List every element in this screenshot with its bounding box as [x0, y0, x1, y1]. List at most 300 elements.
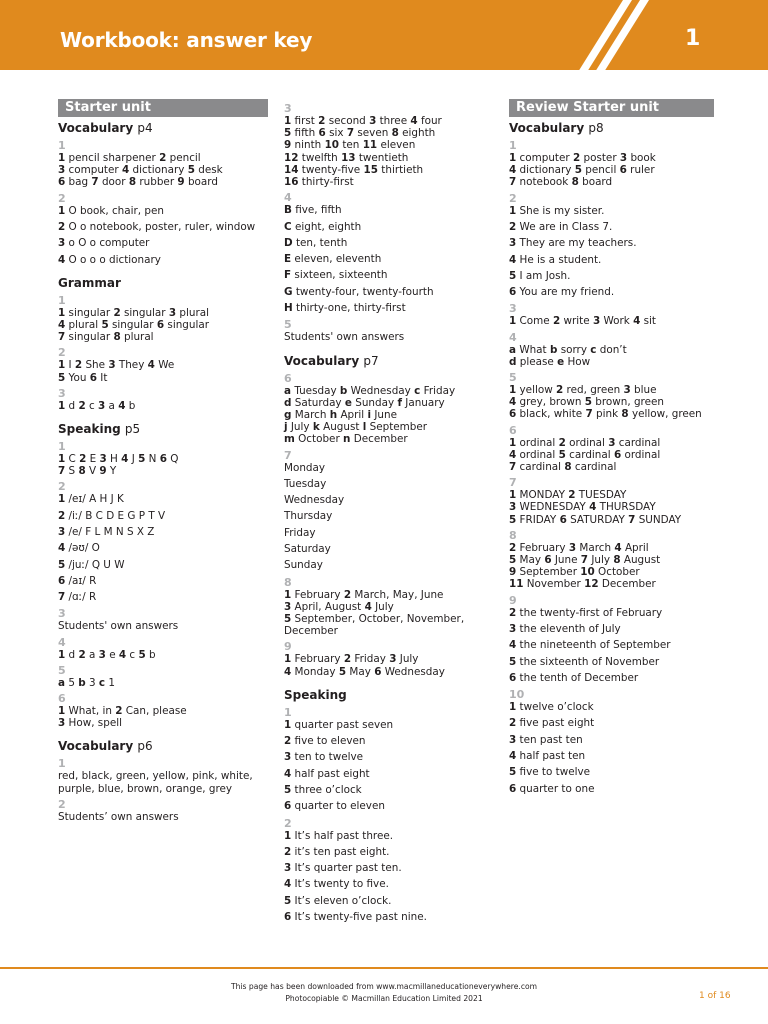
answer-line: [509, 656, 714, 668]
section-heading: [58, 276, 268, 291]
answer-number: 5: [101, 318, 109, 331]
answer-line: [509, 639, 714, 651]
answer-number: 6: [509, 782, 517, 795]
answer-text: September: [516, 566, 581, 579]
exercise-number: 4: [509, 330, 517, 344]
answer-number: a: [509, 343, 517, 356]
answer-number: 5: [509, 554, 517, 567]
answer-text: What, in: [65, 705, 116, 718]
answer-number: 3: [509, 237, 517, 250]
answer-text: ten past ten: [516, 733, 583, 746]
exercise-number: 2: [58, 191, 66, 205]
answer-line: [284, 302, 494, 314]
answer-text: ordinal: [621, 448, 661, 461]
answer-number: 7: [628, 513, 636, 526]
answer-text: eleven, eleventh: [291, 253, 382, 266]
answer-text: eighth: [398, 127, 436, 140]
answer-number: 2: [78, 399, 86, 412]
answer-line: [509, 396, 714, 408]
answer-number: 6: [159, 452, 167, 465]
answer-text: I: [65, 359, 75, 372]
answer-number: f: [397, 396, 402, 409]
answer-number: 4: [509, 396, 517, 409]
exercise-number: 3: [58, 607, 66, 621]
answer-text: a: [85, 648, 99, 661]
answer-text: It’s twenty to five.: [291, 878, 389, 891]
answer-text: singular: [164, 318, 210, 331]
answer-number: d: [509, 355, 517, 368]
answer-number: 2: [318, 115, 326, 127]
answer-line: [58, 453, 268, 465]
answer-text: It’s half past three.: [291, 829, 394, 842]
answer-text: March, May, June: [351, 588, 444, 601]
answer-text: We are in Class 7.: [516, 220, 613, 233]
answer-number: 3: [168, 306, 177, 319]
answer-number: 6: [89, 371, 97, 384]
answer-text: 3: [85, 676, 99, 689]
answer-text: don’t: [596, 343, 627, 356]
answer-text: August: [319, 421, 363, 434]
answer-number: 3: [389, 653, 397, 666]
answer-text: red, black, green, yellow, pink, white, purple, blue, brown, orange, grey: [58, 770, 253, 795]
answer-line: [284, 139, 494, 151]
answer-line: [58, 811, 268, 823]
exercise-number: 2: [58, 346, 66, 360]
exercise-number: 4: [58, 635, 66, 649]
answer-number: c: [414, 384, 421, 397]
answer-line: [509, 152, 714, 164]
answer-text: c: [126, 648, 139, 661]
answer-text: Q: [166, 452, 179, 465]
answer-text: fifth: [291, 127, 319, 140]
answer-text: ten to twelve: [291, 751, 364, 764]
answer-text: thirty-first: [298, 176, 354, 189]
answer-line: [58, 705, 268, 717]
footer-divider: [0, 967, 768, 969]
answer-text: June: [551, 554, 581, 567]
answer-text: Can, please: [122, 705, 187, 718]
answer-line: [58, 559, 268, 571]
answer-number: j: [284, 421, 288, 434]
answer-number: 1: [284, 588, 292, 601]
answer-number: k: [312, 421, 320, 434]
section-title: Vocabulary: [58, 739, 134, 754]
answer-text: board: [184, 176, 218, 189]
answer-line: [58, 591, 268, 603]
section-title: Speaking: [284, 687, 347, 702]
answer-line: [284, 768, 494, 780]
answer-number: 7: [58, 331, 66, 344]
answer-number: 6: [58, 574, 66, 587]
answer-text: TUESDAY: [575, 489, 627, 502]
answer-text: twenty-four, twenty-fourth: [292, 285, 434, 298]
answer-text: November: [523, 578, 585, 591]
answer-number: 4: [147, 359, 155, 372]
answer-number: 8: [78, 465, 86, 478]
answer-number: 6: [613, 448, 622, 461]
answer-text: May: [516, 554, 545, 567]
answer-text: /aɪ/ R: [65, 574, 97, 587]
answer-line: [284, 462, 494, 474]
answer-text: quarter past seven: [291, 718, 394, 731]
answer-number: 7: [91, 176, 99, 189]
exercise-number: 2: [509, 191, 517, 205]
answer-line: [284, 846, 494, 858]
answer-line: [509, 701, 714, 713]
answer-number: i: [367, 408, 372, 421]
answer-line: [58, 493, 268, 505]
answer-number: 6: [156, 318, 165, 331]
answer-text: December: [598, 578, 656, 591]
answer-text: computer: [65, 164, 122, 177]
answer-number: 6: [58, 176, 66, 189]
answer-number: 1: [284, 718, 292, 731]
answer-text: I am Josh.: [516, 269, 571, 282]
answer-line: [58, 620, 268, 632]
answer-number: g: [284, 408, 292, 421]
answer-text: dictionary: [516, 164, 575, 177]
answer-number: 4: [58, 253, 66, 266]
answer-number: e: [344, 396, 352, 409]
exercise-number: 7: [284, 448, 292, 462]
answer-number: b: [549, 343, 558, 356]
answer-number: 2: [58, 220, 66, 233]
answer-number: 6: [509, 408, 517, 421]
answer-text: the eleventh of July: [516, 622, 621, 635]
answer-number: 4: [589, 501, 597, 514]
section-page: p8: [588, 121, 604, 135]
answer-text: quarter to one: [516, 782, 595, 795]
answer-number: 14: [284, 163, 299, 176]
answer-line: [509, 437, 714, 449]
answer-line: [509, 766, 714, 778]
exercise-number: 10: [509, 688, 525, 702]
answer-line: [509, 449, 714, 461]
answer-number: 5: [509, 513, 517, 526]
answer-line: [509, 783, 714, 795]
answer-number: 8: [128, 176, 137, 189]
answer-line: [509, 554, 714, 566]
answer-text: computer: [516, 152, 573, 164]
answer-text: four: [417, 115, 442, 127]
answer-text: ordinal: [516, 436, 559, 449]
answer-number: 3: [608, 436, 616, 449]
answer-text: You are my friend.: [516, 286, 615, 299]
answer-number: 11: [509, 578, 524, 591]
answer-number: C: [284, 220, 292, 233]
answer-text: It: [96, 371, 108, 384]
answer-text: April, August: [291, 600, 365, 613]
exercise-number: 2: [58, 797, 66, 811]
answer-number: D: [284, 236, 293, 249]
answer-text: red, green: [563, 384, 624, 396]
answer-text: July: [287, 421, 313, 434]
answer-number: 6: [318, 127, 326, 140]
answer-text: Monday: [284, 461, 326, 474]
answer-text: C: [65, 452, 80, 465]
exercise-number: 3: [58, 386, 66, 400]
answer-number: 5: [138, 452, 146, 465]
answer-line: [58, 254, 268, 266]
answer-number: 1: [284, 653, 292, 666]
exercise-number: 6: [509, 423, 517, 437]
answer-text: grey, brown: [516, 396, 585, 409]
answer-number: 5: [58, 558, 66, 571]
answer-line: [58, 205, 268, 217]
answer-text: /əʊ/ O: [65, 542, 100, 555]
answer-text: a: [105, 399, 119, 412]
answer-line: [284, 421, 494, 433]
answer-text: three: [376, 115, 411, 127]
answer-line: [58, 400, 268, 412]
answer-text: FRIDAY: [516, 513, 560, 526]
answer-number: 5: [284, 127, 292, 140]
answer-text: ten, tenth: [292, 236, 348, 249]
answer-text: second: [325, 115, 370, 127]
answer-number: 3: [509, 622, 517, 635]
answer-line: [284, 830, 494, 842]
answer-text: ninth: [291, 139, 325, 152]
answer-line: [509, 221, 714, 233]
unit-heading: Review Starter unit: [509, 99, 714, 117]
answer-text: twelfth: [298, 151, 342, 164]
answer-text: Sunday: [284, 559, 323, 572]
answer-number: 5: [284, 894, 292, 907]
answer-text: October: [594, 566, 640, 579]
section-heading: [509, 121, 714, 136]
answer-text: March: [291, 408, 330, 421]
answer-number: 11: [362, 139, 378, 152]
answer-number: 7: [509, 176, 517, 189]
answer-line: [284, 331, 494, 343]
answer-text: cardinal: [571, 461, 617, 474]
answer-text: desk: [194, 164, 223, 177]
answer-line: [58, 152, 268, 164]
answer-text: e: [105, 648, 119, 661]
answer-number: 4: [614, 541, 622, 554]
answer-line: [284, 613, 494, 637]
answer-text: thirty-one, thirty-first: [292, 302, 406, 314]
answer-number: 4: [284, 878, 292, 891]
answer-text: b: [145, 648, 156, 661]
answer-number: 4: [509, 750, 517, 763]
section-title: Vocabulary: [284, 353, 360, 368]
answer-line: [58, 770, 268, 794]
answer-number: 2: [113, 306, 121, 319]
exercise-number: 1: [58, 139, 66, 152]
answer-number: 5: [574, 164, 582, 177]
answer-line: [509, 205, 714, 217]
exercise-number: 1: [58, 293, 66, 307]
section-heading: [58, 739, 268, 754]
answer-number: c: [98, 676, 106, 689]
answer-number: 1: [509, 489, 517, 502]
answer-number: 1: [58, 648, 66, 661]
answer-line: [284, 527, 494, 539]
answer-text: H: [106, 452, 122, 465]
answer-text: c: [85, 399, 98, 412]
answer-text: V: [85, 465, 100, 478]
answer-number: 2: [79, 452, 87, 465]
answer-line: [284, 666, 494, 678]
answer-text: Wednesday: [284, 494, 345, 507]
answer-number: 2: [58, 509, 66, 522]
answer-line: [284, 735, 494, 747]
answer-line: [284, 397, 494, 409]
answer-text: please: [516, 355, 558, 368]
answer-text: It’s eleven o’clock.: [291, 894, 392, 907]
answer-text: yellow: [516, 384, 557, 396]
answer-text: book: [627, 152, 656, 164]
answer-line: [58, 526, 268, 538]
answer-text: d: [65, 399, 79, 412]
answer-line: [509, 254, 714, 266]
exercise-number: 8: [284, 575, 292, 589]
section-page: p7: [363, 353, 379, 368]
section-title: Grammar: [58, 275, 121, 290]
answer-line: [58, 465, 268, 477]
answer-line: [509, 286, 714, 298]
answer-number: 9: [99, 465, 107, 478]
answer-text: She is my sister.: [516, 204, 605, 217]
answer-number: 3: [509, 501, 517, 514]
exercise-number: 5: [58, 663, 66, 677]
exercise-number: 4: [284, 191, 292, 205]
answer-line: [58, 677, 268, 689]
answer-number: H: [284, 302, 293, 314]
answer-text: five to twelve: [516, 766, 591, 779]
answer-number: 3: [98, 399, 106, 412]
answer-line: [509, 489, 714, 501]
answer-number: 8: [571, 176, 579, 189]
section-title: Vocabulary: [509, 121, 585, 135]
answer-number: 1: [509, 204, 517, 217]
answer-text: the sixteenth of November: [516, 655, 660, 668]
column-left: [58, 99, 268, 823]
answer-number: l: [362, 421, 367, 434]
answer-text: half past eight: [291, 767, 370, 780]
answer-line: [284, 176, 494, 188]
answer-number: 1: [509, 315, 517, 328]
answer-number: 3: [509, 733, 517, 746]
answer-text: Sunday: [351, 396, 398, 409]
answer-text: Monday: [291, 665, 339, 678]
answer-line: [509, 750, 714, 762]
answer-text: the tenth of December: [516, 671, 639, 684]
answer-text: twentieth: [355, 151, 409, 164]
answer-number: 1: [284, 829, 292, 842]
answer-text: door: [98, 176, 129, 189]
answer-number: 5: [509, 655, 517, 668]
exercise-number: 9: [284, 640, 292, 654]
answer-line: [509, 384, 714, 396]
answer-text: d: [65, 648, 79, 661]
answer-text: June: [371, 408, 397, 421]
answer-number: 4: [284, 767, 292, 780]
answer-text: first: [291, 115, 319, 127]
answer-line: [509, 717, 714, 729]
answer-number: 1: [509, 384, 517, 396]
answer-number: 2: [568, 489, 576, 502]
answer-text: S: [65, 465, 79, 478]
answer-line: [284, 895, 494, 907]
answer-number: 6: [559, 513, 567, 526]
answer-text: brown, green: [591, 396, 664, 409]
unit-heading: Starter unit: [58, 99, 268, 117]
answer-line: [284, 204, 494, 216]
answer-number: 7: [585, 408, 593, 421]
answer-number: 12: [284, 151, 299, 164]
answer-line: [58, 221, 268, 233]
exercise-number: 5: [284, 318, 292, 332]
answer-number: 3: [98, 648, 106, 661]
answer-text: January: [401, 396, 445, 409]
answer-number: 5: [509, 766, 517, 779]
answer-line: [509, 270, 714, 282]
answer-number: 9: [509, 566, 517, 579]
answer-number: 3: [619, 152, 628, 164]
answer-number: 4: [58, 542, 66, 555]
answer-text: Friday: [420, 384, 456, 397]
answer-text: Come: [516, 315, 553, 328]
answer-text: It’s quarter past ten.: [291, 862, 402, 875]
page-header: [0, 0, 768, 70]
answer-number: 9: [177, 176, 185, 189]
answer-text: black, white: [516, 408, 586, 421]
answer-number: n: [343, 433, 351, 446]
answer-number: 4: [509, 639, 517, 652]
answer-number: 6: [544, 554, 552, 567]
answer-number: 15: [363, 163, 378, 176]
answer-text: singular: [65, 306, 114, 319]
answer-number: 1: [58, 399, 66, 412]
answer-number: 1: [509, 701, 517, 714]
answer-text: quarter to eleven: [291, 800, 385, 813]
answer-text: They: [115, 359, 148, 372]
answer-line: [509, 734, 714, 746]
answer-line: [58, 649, 268, 661]
answer-number: 4: [284, 665, 292, 678]
answer-text: it’s ten past eight.: [291, 845, 390, 858]
answer-number: m: [284, 433, 295, 446]
answer-text: five, fifth: [291, 204, 342, 217]
answer-line: [58, 237, 268, 249]
answer-text: Wednesday: [381, 665, 445, 678]
answer-line: [58, 717, 268, 729]
answer-text: board: [578, 176, 613, 189]
answer-text: April: [621, 541, 649, 554]
answer-line: [284, 221, 494, 233]
answer-number: 10: [580, 566, 595, 579]
answer-line: [284, 115, 494, 127]
answer-line: [509, 623, 714, 635]
answer-text: E: [86, 452, 100, 465]
answer-number: 2: [509, 606, 517, 619]
answer-text: Y: [106, 465, 117, 478]
answer-text: ordinal: [565, 436, 609, 449]
exercise-number: 1: [58, 439, 66, 453]
answer-number: 1: [58, 152, 66, 164]
exercise-number: 1: [284, 705, 292, 719]
answer-line: [284, 911, 494, 923]
answer-line: [509, 461, 714, 473]
answer-number: 7: [509, 461, 517, 474]
answer-number: 13: [341, 151, 356, 164]
exercise-number: 9: [509, 593, 517, 607]
answer-number: 9: [284, 139, 292, 152]
section-page: p5: [124, 421, 141, 436]
section-title: Vocabulary: [58, 121, 134, 135]
